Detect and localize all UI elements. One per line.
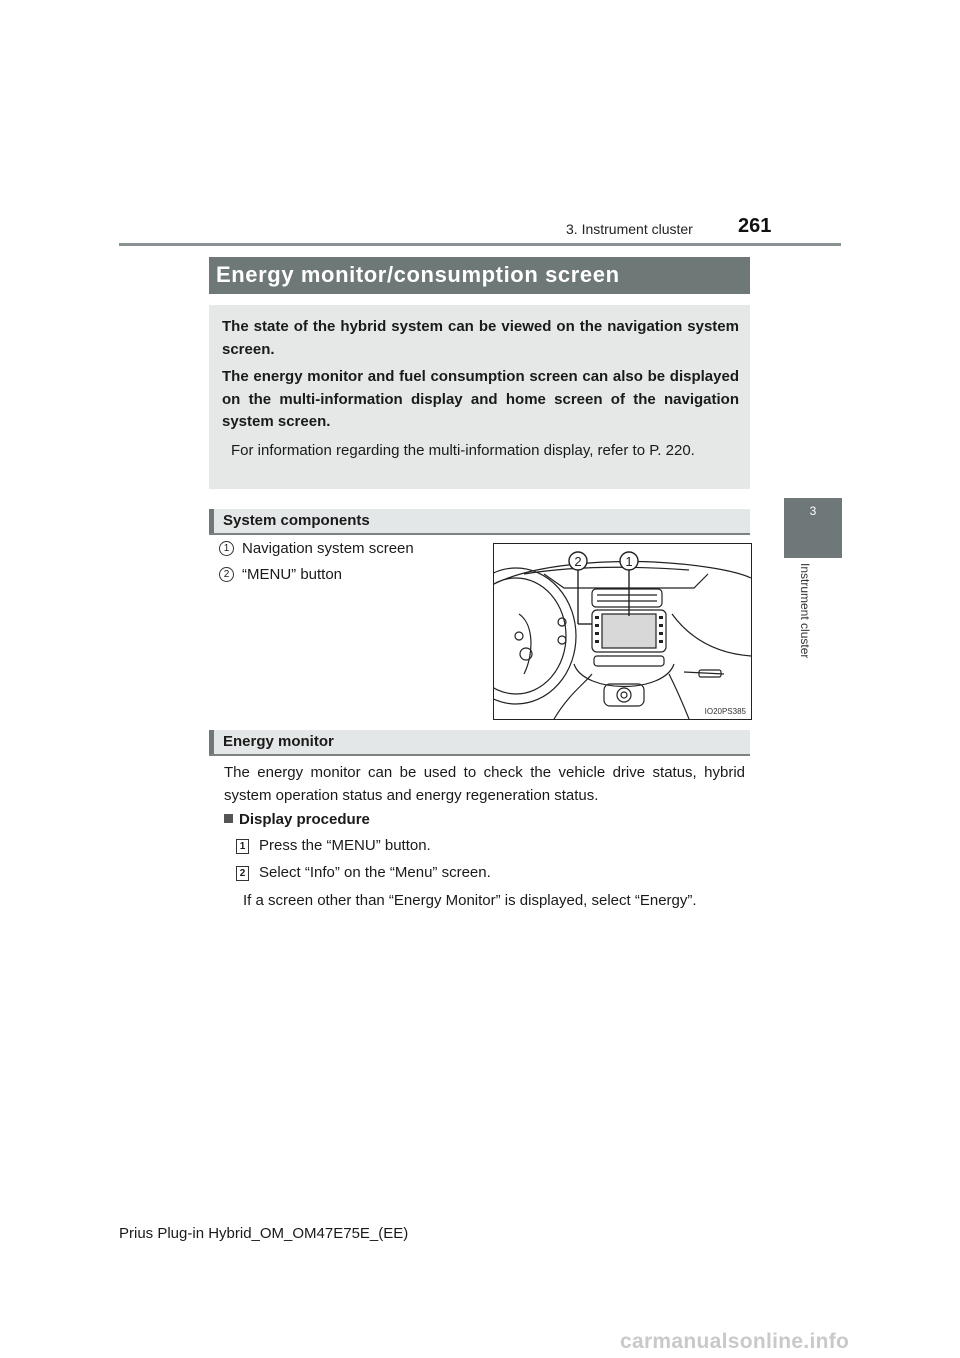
- component-item-1: [219, 540, 414, 557]
- step-note: If a screen other than “Energy Monitor” is displayed, select “Energy”.: [243, 892, 697, 909]
- energy-monitor-heading-bar: [209, 730, 750, 756]
- step-number: 2: [236, 866, 249, 881]
- figure-code: IO20PS385: [704, 707, 746, 716]
- dashboard-drawing: [494, 544, 751, 719]
- step-number: 1: [236, 839, 249, 854]
- dashboard-illustration: [493, 543, 752, 720]
- page-number: 261: [738, 215, 772, 237]
- callout-label: 1: [625, 554, 633, 569]
- chapter-tab-number: 3: [809, 504, 817, 518]
- system-components-heading-bar: [209, 509, 750, 535]
- callout-label: 2: [574, 554, 582, 569]
- system-components-heading: System components: [223, 512, 370, 529]
- intro-paragraph-1: The state of the hybrid system can be viewed on the navigation system screen.: [222, 318, 739, 358]
- energy-monitor-paragraph: The energy monitor can be used to check the vehicle drive status, hybrid system operation status and energy regeneration status.: [224, 764, 745, 804]
- display-procedure-heading: [224, 811, 370, 828]
- step-text: Press the “MENU” button.: [259, 837, 431, 854]
- display-procedure-label: Display procedure: [239, 811, 370, 828]
- component-number: 1: [219, 541, 234, 556]
- heading-accent: [209, 730, 214, 754]
- component-label: Navigation system screen: [242, 540, 414, 557]
- section-title: Energy monitor/consumption screen: [216, 262, 620, 287]
- chapter-tab-label: Instrument cluster: [798, 563, 812, 659]
- intro-paragraph-2: The energy monitor and fuel consumption screen can also be displayed on the multi-information display and home screen of the navigation system screen.: [222, 368, 739, 430]
- energy-monitor-heading: Energy monitor: [223, 733, 334, 750]
- footer-document-code: Prius Plug-in Hybrid_OM_OM47E75E_(EE): [119, 1225, 409, 1242]
- component-number: 2: [219, 567, 234, 582]
- running-header-section: 3. Instrument cluster: [566, 221, 693, 237]
- procedure-step-1: [236, 837, 431, 854]
- watermark: carmanualsonline.info: [620, 1330, 850, 1353]
- heading-accent: [209, 509, 214, 533]
- square-bullet-icon: [224, 814, 233, 823]
- intro-note: For information regarding the multi-information display, refer to P. 220.: [231, 442, 695, 459]
- component-label: “MENU” button: [242, 566, 343, 583]
- procedure-step-2: [236, 864, 491, 881]
- header-rule: [119, 243, 841, 246]
- component-item-2: [219, 566, 342, 583]
- step-text: Select “Info” on the “Menu” screen.: [259, 864, 491, 881]
